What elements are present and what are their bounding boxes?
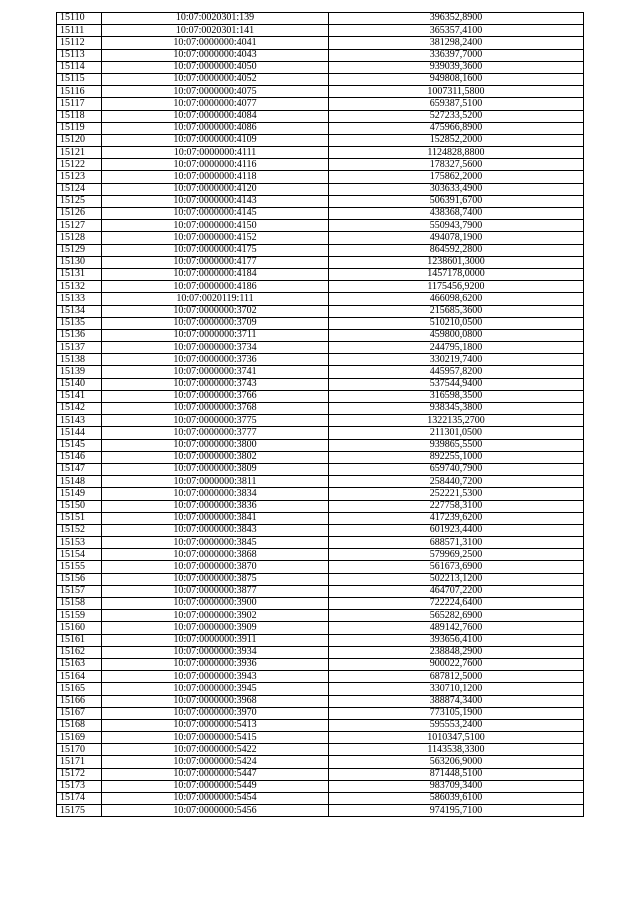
cadastral-value-cell: 466098,6200 bbox=[329, 293, 584, 305]
cadastral-value-cell: 502213,1200 bbox=[329, 573, 584, 585]
cadastral-number-cell: 10:07:0000000:4084 bbox=[102, 110, 329, 122]
cadastral-number-cell: 10:07:0000000:3845 bbox=[102, 537, 329, 549]
table-row bbox=[57, 707, 584, 719]
cadastral-number-cell: 10:07:0000000:3802 bbox=[102, 451, 329, 463]
cadastral-number-cell: 10:07:0000000:3777 bbox=[102, 427, 329, 439]
cadastral-number-cell: 10:07:0000000:3834 bbox=[102, 488, 329, 500]
cadastral-value-cell: 336397,7000 bbox=[329, 49, 584, 61]
table-row bbox=[57, 281, 584, 293]
cadastral-number-cell: 10:07:0000000:4184 bbox=[102, 268, 329, 280]
row-number-cell: 15116 bbox=[57, 86, 102, 98]
row-number-cell: 15150 bbox=[57, 500, 102, 512]
cadastral-value-cell: 1175456,9200 bbox=[329, 281, 584, 293]
cadastral-number-cell: 10:07:0000000:3775 bbox=[102, 415, 329, 427]
row-number-cell: 15124 bbox=[57, 183, 102, 195]
cadastral-value-cell: 586039,6100 bbox=[329, 793, 584, 805]
cadastral-number-cell: 10:07:0000000:3868 bbox=[102, 549, 329, 561]
cadastral-value-cell: 316598,3500 bbox=[329, 390, 584, 402]
row-number-cell: 15136 bbox=[57, 329, 102, 341]
row-number-cell: 15159 bbox=[57, 610, 102, 622]
table-row bbox=[57, 500, 584, 512]
cadastral-value-cell: 949808,1600 bbox=[329, 73, 584, 85]
table-row bbox=[57, 549, 584, 561]
row-number-cell: 15173 bbox=[57, 780, 102, 792]
cadastral-value-cell: 939865,5500 bbox=[329, 439, 584, 451]
row-number-cell: 15163 bbox=[57, 658, 102, 670]
table-row bbox=[57, 134, 584, 146]
table-row bbox=[57, 122, 584, 134]
table-row bbox=[57, 463, 584, 475]
row-number-cell: 15140 bbox=[57, 378, 102, 390]
cadastral-number-cell: 10:07:0000000:5447 bbox=[102, 768, 329, 780]
cadastral-number-cell: 10:07:0000000:3911 bbox=[102, 634, 329, 646]
cadastral-number-cell: 10:07:0000000:3702 bbox=[102, 305, 329, 317]
table-row bbox=[57, 183, 584, 195]
cadastral-value-cell: 773105,1900 bbox=[329, 707, 584, 719]
table-row bbox=[57, 403, 584, 415]
row-number-cell: 15145 bbox=[57, 439, 102, 451]
table-row bbox=[57, 293, 584, 305]
table-row bbox=[57, 73, 584, 85]
row-number-cell: 15113 bbox=[57, 49, 102, 61]
cadastral-number-cell: 10:07:0000000:5454 bbox=[102, 793, 329, 805]
cadastral-number-cell: 10:07:0000000:5424 bbox=[102, 756, 329, 768]
cadastral-value-cell: 475966,8900 bbox=[329, 122, 584, 134]
table-row bbox=[57, 805, 584, 817]
row-number-cell: 15118 bbox=[57, 110, 102, 122]
row-number-cell: 15110 bbox=[57, 13, 102, 25]
cadastral-number-cell: 10:07:0000000:4075 bbox=[102, 86, 329, 98]
table-row bbox=[57, 98, 584, 110]
table-row bbox=[57, 86, 584, 98]
table-row bbox=[57, 476, 584, 488]
table-row bbox=[57, 524, 584, 536]
cadastral-number-cell: 10:07:0000000:3736 bbox=[102, 354, 329, 366]
cadastral-number-cell: 10:07:0000000:3970 bbox=[102, 707, 329, 719]
table-row bbox=[57, 171, 584, 183]
cadastral-value-cell: 565282,6900 bbox=[329, 610, 584, 622]
table-row bbox=[57, 634, 584, 646]
cadastral-value-cell: 659387,5100 bbox=[329, 98, 584, 110]
cadastral-value-cell: 244795,1800 bbox=[329, 342, 584, 354]
cadastral-number-cell: 10:07:0000000:4143 bbox=[102, 195, 329, 207]
cadastral-number-cell: 10:07:0000000:4111 bbox=[102, 147, 329, 159]
row-number-cell: 15149 bbox=[57, 488, 102, 500]
cadastral-number-cell: 10:07:0000000:3843 bbox=[102, 524, 329, 536]
table-row bbox=[57, 244, 584, 256]
cadastral-value-cell: 388874,3400 bbox=[329, 695, 584, 707]
table-row bbox=[57, 439, 584, 451]
cadastral-number-cell: 10:07:0000000:3902 bbox=[102, 610, 329, 622]
cadastral-number-cell: 10:07:0000000:4077 bbox=[102, 98, 329, 110]
row-number-cell: 15121 bbox=[57, 147, 102, 159]
cadastral-value-cell: 252221,5300 bbox=[329, 488, 584, 500]
table-row bbox=[57, 744, 584, 756]
row-number-cell: 15131 bbox=[57, 268, 102, 280]
table-row bbox=[57, 147, 584, 159]
table-row bbox=[57, 451, 584, 463]
cadastral-number-cell: 10:07:0000000:3766 bbox=[102, 390, 329, 402]
row-number-cell: 15130 bbox=[57, 256, 102, 268]
cadastral-value-cell: 938345,3800 bbox=[329, 403, 584, 415]
row-number-cell: 15148 bbox=[57, 476, 102, 488]
row-number-cell: 15133 bbox=[57, 293, 102, 305]
row-number-cell: 15129 bbox=[57, 244, 102, 256]
cadastral-number-cell: 10:07:0000000:3734 bbox=[102, 342, 329, 354]
row-number-cell: 15141 bbox=[57, 390, 102, 402]
cadastral-number-cell: 10:07:0020301:141 bbox=[102, 25, 329, 37]
cadastral-value-cell: 892255,1000 bbox=[329, 451, 584, 463]
cadastral-value-cell: 152852,2000 bbox=[329, 134, 584, 146]
table-row bbox=[57, 232, 584, 244]
cadastral-number-cell: 10:07:0000000:3800 bbox=[102, 439, 329, 451]
cadastral-value-cell: 489142,7600 bbox=[329, 622, 584, 634]
table-row bbox=[57, 768, 584, 780]
table-row bbox=[57, 573, 584, 585]
cadastral-value-cell: 1007311,5800 bbox=[329, 86, 584, 98]
cadastral-value-cell: 1457178,0000 bbox=[329, 268, 584, 280]
row-number-cell: 15161 bbox=[57, 634, 102, 646]
cadastral-value-cell: 1124828,8800 bbox=[329, 147, 584, 159]
table-row bbox=[57, 159, 584, 171]
cadastral-number-cell: 10:07:0000000:3968 bbox=[102, 695, 329, 707]
row-number-cell: 15160 bbox=[57, 622, 102, 634]
cadastral-number-cell: 10:07:0000000:5422 bbox=[102, 744, 329, 756]
row-number-cell: 15126 bbox=[57, 208, 102, 220]
row-number-cell: 15117 bbox=[57, 98, 102, 110]
table-row bbox=[57, 268, 584, 280]
row-number-cell: 15125 bbox=[57, 195, 102, 207]
cadastral-number-cell: 10:07:0000000:3943 bbox=[102, 671, 329, 683]
table-row bbox=[57, 561, 584, 573]
cadastral-value-cell: 688571,3100 bbox=[329, 537, 584, 549]
row-number-cell: 15170 bbox=[57, 744, 102, 756]
row-number-cell: 15120 bbox=[57, 134, 102, 146]
cadastral-value-cell: 1143538,3300 bbox=[329, 744, 584, 756]
row-number-cell: 15146 bbox=[57, 451, 102, 463]
cadastral-number-cell: 10:07:0000000:3875 bbox=[102, 573, 329, 585]
table-row bbox=[57, 646, 584, 658]
cadastral-number-cell: 10:07:0000000:4043 bbox=[102, 49, 329, 61]
cadastral-value-cell: 178327,5600 bbox=[329, 159, 584, 171]
cadastral-value-cell: 227758,3100 bbox=[329, 500, 584, 512]
cadastral-number-cell: 10:07:0000000:3936 bbox=[102, 658, 329, 670]
cadastral-value-cell: 211301,0500 bbox=[329, 427, 584, 439]
row-number-cell: 15115 bbox=[57, 73, 102, 85]
cadastral-number-cell: 10:07:0000000:4118 bbox=[102, 171, 329, 183]
cadastral-value-cell: 939039,3600 bbox=[329, 61, 584, 73]
row-number-cell: 15144 bbox=[57, 427, 102, 439]
row-number-cell: 15164 bbox=[57, 671, 102, 683]
cadastral-value-cell: 215685,3600 bbox=[329, 305, 584, 317]
table-row bbox=[57, 732, 584, 744]
cadastral-value-table bbox=[56, 12, 584, 817]
cadastral-value-cell: 1010347,5100 bbox=[329, 732, 584, 744]
row-number-cell: 15143 bbox=[57, 415, 102, 427]
table-row bbox=[57, 598, 584, 610]
cadastral-number-cell: 10:07:0000000:5449 bbox=[102, 780, 329, 792]
cadastral-number-cell: 10:07:0000000:4052 bbox=[102, 73, 329, 85]
cadastral-number-cell: 10:07:0000000:3768 bbox=[102, 403, 329, 415]
cadastral-number-cell: 10:07:0020301:139 bbox=[102, 13, 329, 25]
table-row bbox=[57, 354, 584, 366]
cadastral-number-cell: 10:07:0000000:4041 bbox=[102, 37, 329, 49]
cadastral-value-cell: 330219,7400 bbox=[329, 354, 584, 366]
cadastral-number-cell: 10:07:0000000:3709 bbox=[102, 317, 329, 329]
cadastral-value-cell: 494078,1900 bbox=[329, 232, 584, 244]
cadastral-value-cell: 601923,4400 bbox=[329, 524, 584, 536]
cadastral-value-cell: 417239,6200 bbox=[329, 512, 584, 524]
row-number-cell: 15171 bbox=[57, 756, 102, 768]
cadastral-value-cell: 595553,2400 bbox=[329, 719, 584, 731]
table-row bbox=[57, 683, 584, 695]
table-row bbox=[57, 37, 584, 49]
row-number-cell: 15168 bbox=[57, 719, 102, 731]
table-row bbox=[57, 220, 584, 232]
table-row bbox=[57, 366, 584, 378]
cadastral-number-cell: 10:07:0020119:111 bbox=[102, 293, 329, 305]
cadastral-number-cell: 10:07:0000000:5415 bbox=[102, 732, 329, 744]
cadastral-number-cell: 10:07:0000000:3711 bbox=[102, 329, 329, 341]
cadastral-number-cell: 10:07:0000000:4050 bbox=[102, 61, 329, 73]
cadastral-number-cell: 10:07:0000000:3877 bbox=[102, 585, 329, 597]
row-number-cell: 15142 bbox=[57, 403, 102, 415]
cadastral-value-cell: 864592,2800 bbox=[329, 244, 584, 256]
cadastral-value-cell: 900022,7600 bbox=[329, 658, 584, 670]
table-row bbox=[57, 610, 584, 622]
cadastral-value-cell: 527233,5200 bbox=[329, 110, 584, 122]
table-row bbox=[57, 695, 584, 707]
row-number-cell: 15137 bbox=[57, 342, 102, 354]
row-number-cell: 15134 bbox=[57, 305, 102, 317]
cadastral-value-cell: 459800,0800 bbox=[329, 329, 584, 341]
cadastral-value-cell: 396352,8900 bbox=[329, 13, 584, 25]
document-page bbox=[56, 12, 584, 817]
cadastral-value-cell: 330710,1200 bbox=[329, 683, 584, 695]
row-number-cell: 15135 bbox=[57, 317, 102, 329]
table-row bbox=[57, 61, 584, 73]
row-number-cell: 15132 bbox=[57, 281, 102, 293]
cadastral-number-cell: 10:07:0000000:4145 bbox=[102, 208, 329, 220]
cadastral-value-cell: 537544,9400 bbox=[329, 378, 584, 390]
cadastral-number-cell: 10:07:0000000:3741 bbox=[102, 366, 329, 378]
table-row bbox=[57, 49, 584, 61]
cadastral-value-cell: 258440,7200 bbox=[329, 476, 584, 488]
cadastral-number-cell: 10:07:0000000:4152 bbox=[102, 232, 329, 244]
cadastral-value-cell: 445957,8200 bbox=[329, 366, 584, 378]
row-number-cell: 15174 bbox=[57, 793, 102, 805]
table-row bbox=[57, 256, 584, 268]
table-row bbox=[57, 390, 584, 402]
table-row bbox=[57, 537, 584, 549]
table-row bbox=[57, 342, 584, 354]
row-number-cell: 15151 bbox=[57, 512, 102, 524]
row-number-cell: 15169 bbox=[57, 732, 102, 744]
table-row bbox=[57, 585, 584, 597]
row-number-cell: 15156 bbox=[57, 573, 102, 585]
table-row bbox=[57, 756, 584, 768]
cadastral-value-cell: 722224,6400 bbox=[329, 598, 584, 610]
row-number-cell: 15114 bbox=[57, 61, 102, 73]
cadastral-value-cell: 1238601,3000 bbox=[329, 256, 584, 268]
row-number-cell: 15128 bbox=[57, 232, 102, 244]
cadastral-number-cell: 10:07:0000000:4150 bbox=[102, 220, 329, 232]
cadastral-number-cell: 10:07:0000000:3836 bbox=[102, 500, 329, 512]
row-number-cell: 15155 bbox=[57, 561, 102, 573]
cadastral-number-cell: 10:07:0000000:4109 bbox=[102, 134, 329, 146]
table-row bbox=[57, 110, 584, 122]
cadastral-number-cell: 10:07:0000000:4120 bbox=[102, 183, 329, 195]
cadastral-value-cell: 687812,5000 bbox=[329, 671, 584, 683]
table-row bbox=[57, 780, 584, 792]
row-number-cell: 15154 bbox=[57, 549, 102, 561]
cadastral-number-cell: 10:07:0000000:5456 bbox=[102, 805, 329, 817]
cadastral-value-cell: 238848,2900 bbox=[329, 646, 584, 658]
cadastral-number-cell: 10:07:0000000:4086 bbox=[102, 122, 329, 134]
row-number-cell: 15122 bbox=[57, 159, 102, 171]
cadastral-value-cell: 303633,4900 bbox=[329, 183, 584, 195]
table-row bbox=[57, 512, 584, 524]
cadastral-number-cell: 10:07:0000000:3909 bbox=[102, 622, 329, 634]
table-row bbox=[57, 329, 584, 341]
cadastral-number-cell: 10:07:0000000:4175 bbox=[102, 244, 329, 256]
row-number-cell: 15138 bbox=[57, 354, 102, 366]
row-number-cell: 15175 bbox=[57, 805, 102, 817]
cadastral-value-cell: 659740,7900 bbox=[329, 463, 584, 475]
table-row bbox=[57, 305, 584, 317]
cadastral-value-cell: 506391,6700 bbox=[329, 195, 584, 207]
table-row bbox=[57, 488, 584, 500]
cadastral-value-cell: 510210,0500 bbox=[329, 317, 584, 329]
row-number-cell: 15167 bbox=[57, 707, 102, 719]
row-number-cell: 15153 bbox=[57, 537, 102, 549]
cadastral-number-cell: 10:07:0000000:3934 bbox=[102, 646, 329, 658]
cadastral-number-cell: 10:07:0000000:5413 bbox=[102, 719, 329, 731]
cadastral-number-cell: 10:07:0000000:3945 bbox=[102, 683, 329, 695]
cadastral-value-cell: 561673,6900 bbox=[329, 561, 584, 573]
cadastral-number-cell: 10:07:0000000:3841 bbox=[102, 512, 329, 524]
table-row bbox=[57, 671, 584, 683]
table-row bbox=[57, 793, 584, 805]
cadastral-value-cell: 1322135,2700 bbox=[329, 415, 584, 427]
row-number-cell: 15112 bbox=[57, 37, 102, 49]
cadastral-value-cell: 974195,7100 bbox=[329, 805, 584, 817]
cadastral-value-cell: 175862,2000 bbox=[329, 171, 584, 183]
table-row bbox=[57, 317, 584, 329]
table-row bbox=[57, 195, 584, 207]
table-row bbox=[57, 415, 584, 427]
table-row bbox=[57, 719, 584, 731]
row-number-cell: 15119 bbox=[57, 122, 102, 134]
row-number-cell: 15158 bbox=[57, 598, 102, 610]
cadastral-number-cell: 10:07:0000000:3870 bbox=[102, 561, 329, 573]
row-number-cell: 15152 bbox=[57, 524, 102, 536]
row-number-cell: 15139 bbox=[57, 366, 102, 378]
table-row bbox=[57, 622, 584, 634]
cadastral-value-cell: 438368,7400 bbox=[329, 208, 584, 220]
table-body bbox=[57, 13, 584, 817]
row-number-cell: 15165 bbox=[57, 683, 102, 695]
row-number-cell: 15162 bbox=[57, 646, 102, 658]
cadastral-value-cell: 563206,9000 bbox=[329, 756, 584, 768]
cadastral-number-cell: 10:07:0000000:3809 bbox=[102, 463, 329, 475]
table-row bbox=[57, 208, 584, 220]
cadastral-number-cell: 10:07:0000000:3811 bbox=[102, 476, 329, 488]
cadastral-number-cell: 10:07:0000000:3743 bbox=[102, 378, 329, 390]
cadastral-number-cell: 10:07:0000000:4116 bbox=[102, 159, 329, 171]
table-row bbox=[57, 13, 584, 25]
row-number-cell: 15111 bbox=[57, 25, 102, 37]
row-number-cell: 15127 bbox=[57, 220, 102, 232]
table-row bbox=[57, 427, 584, 439]
table-row bbox=[57, 378, 584, 390]
row-number-cell: 15157 bbox=[57, 585, 102, 597]
row-number-cell: 15147 bbox=[57, 463, 102, 475]
table-row bbox=[57, 658, 584, 670]
cadastral-value-cell: 393656,4100 bbox=[329, 634, 584, 646]
cadastral-number-cell: 10:07:0000000:4186 bbox=[102, 281, 329, 293]
cadastral-number-cell: 10:07:0000000:3900 bbox=[102, 598, 329, 610]
cadastral-value-cell: 550943,7900 bbox=[329, 220, 584, 232]
row-number-cell: 15166 bbox=[57, 695, 102, 707]
row-number-cell: 15172 bbox=[57, 768, 102, 780]
table-row bbox=[57, 25, 584, 37]
row-number-cell: 15123 bbox=[57, 171, 102, 183]
cadastral-value-cell: 579969,2500 bbox=[329, 549, 584, 561]
cadastral-value-cell: 464707,2200 bbox=[329, 585, 584, 597]
cadastral-value-cell: 983709,3400 bbox=[329, 780, 584, 792]
cadastral-value-cell: 871448,5100 bbox=[329, 768, 584, 780]
cadastral-value-cell: 381298,2400 bbox=[329, 37, 584, 49]
cadastral-number-cell: 10:07:0000000:4177 bbox=[102, 256, 329, 268]
cadastral-value-cell: 365357,4100 bbox=[329, 25, 584, 37]
